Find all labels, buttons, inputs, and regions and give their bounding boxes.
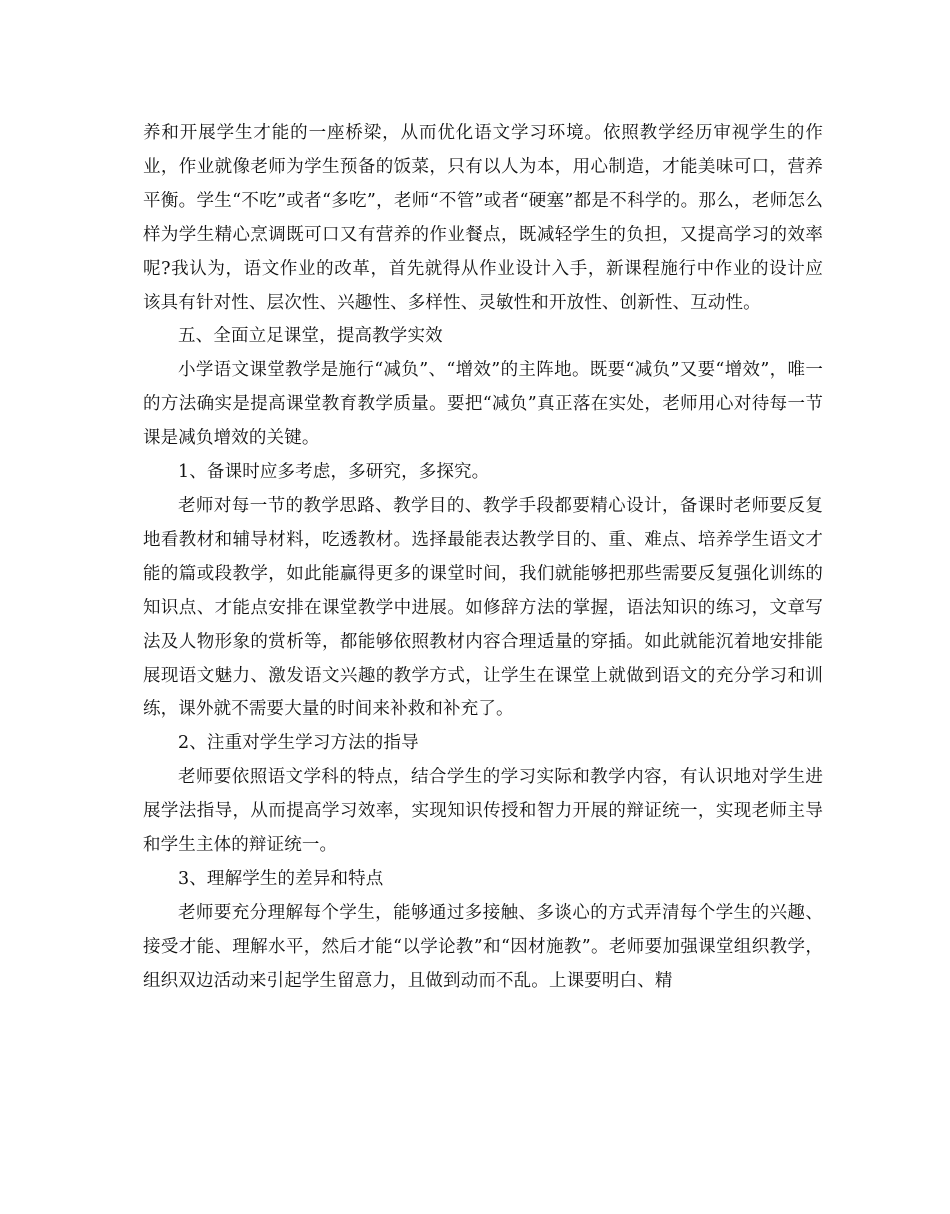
subheading-student-differences: 3、理解学生的差异和特点 (178, 868, 384, 889)
paragraph-study-methods: 老师要依照语文学科的特点，结合学生的学习实际和教学内容，有认识地对学生进展学法指导，从而提高学习效率，实现知识传授和智力开展的辩证统一，实现老师主导和学生主体的辩证统一。 (143, 767, 823, 856)
subheading-lesson-prep: 1、备课时应多考虑，多研究，多探究。 (178, 462, 490, 483)
paragraph-classroom-main-front: 小学语文课堂教学是施行“减负”、“增效”的主阵地。既要“减负”又要“增效”，唯一的方法确实是提高课堂教育教学质量。要把“减负”真正落在实处，老师用心对待每一节课是减负增效的关键。 (143, 360, 823, 449)
paragraph-lesson-prep: 老师对每一节的教学思路、教学目的、教学手段都要精心设计，备课时老师要反复地看教材和辅导材料，吃透教材。选择最能表达教学目的、重、难点、培养学生语文才能的篇或段教学，如此能赢得更多的课堂时间，我们就能够把那些需要反复强化训练的知识点、才能点安排在课堂教学中进展。如修辞方法的掌握，语法知识的练习，文章写法及人物形象的赏析等，都能够依照教材内容合理适量的穿插。如此就能沉着地安排能展现语文魅力、激发语文兴趣的教学方式，让学生在课堂上就做到语文的充分学习和训练，课外就不需要大量的时间来补救和补充了。 (143, 495, 823, 720)
section-heading-5: 五、全面立足课堂，提高教学实效 (178, 326, 443, 347)
paragraph-homework-continuation: 养和开展学生才能的一座桥梁，从而优化语文学习环境。依照教学经历审视学生的作业，作业就像老师为学生预备的饭菜，只有以人为本，用心制造，才能美味可口，营养平衡。学生“不吃”或者“多吃”，老师“不管”或者“硬塞”都是不科学的。那么，老师怎么样为学生精心烹调既可口又有营养的作业餐点，既减轻学生的负担，又提高学习的效率呢?我认为，语文作业的改革，首先就得从作业设计入手，新课程施行中作业的设计应该具有针对性、层次性、兴趣性、多样性、灵敏性和开放性、创新性、互动性。 (143, 123, 823, 313)
subheading-study-methods: 2、注重对学生学习方法的指导 (178, 733, 419, 754)
paragraph-student-differences: 老师要充分理解每个学生，能够通过多接触、多谈心的方式弄清每个学生的兴趣、接受才能、理解水平，然后才能“以学论教”和“因材施教”。老师要加强课堂组织教学，组织双边活动来引起学生留意力，且做到动而不乱。上课要明白、精 (143, 902, 823, 991)
document-page (143, 117, 823, 999)
